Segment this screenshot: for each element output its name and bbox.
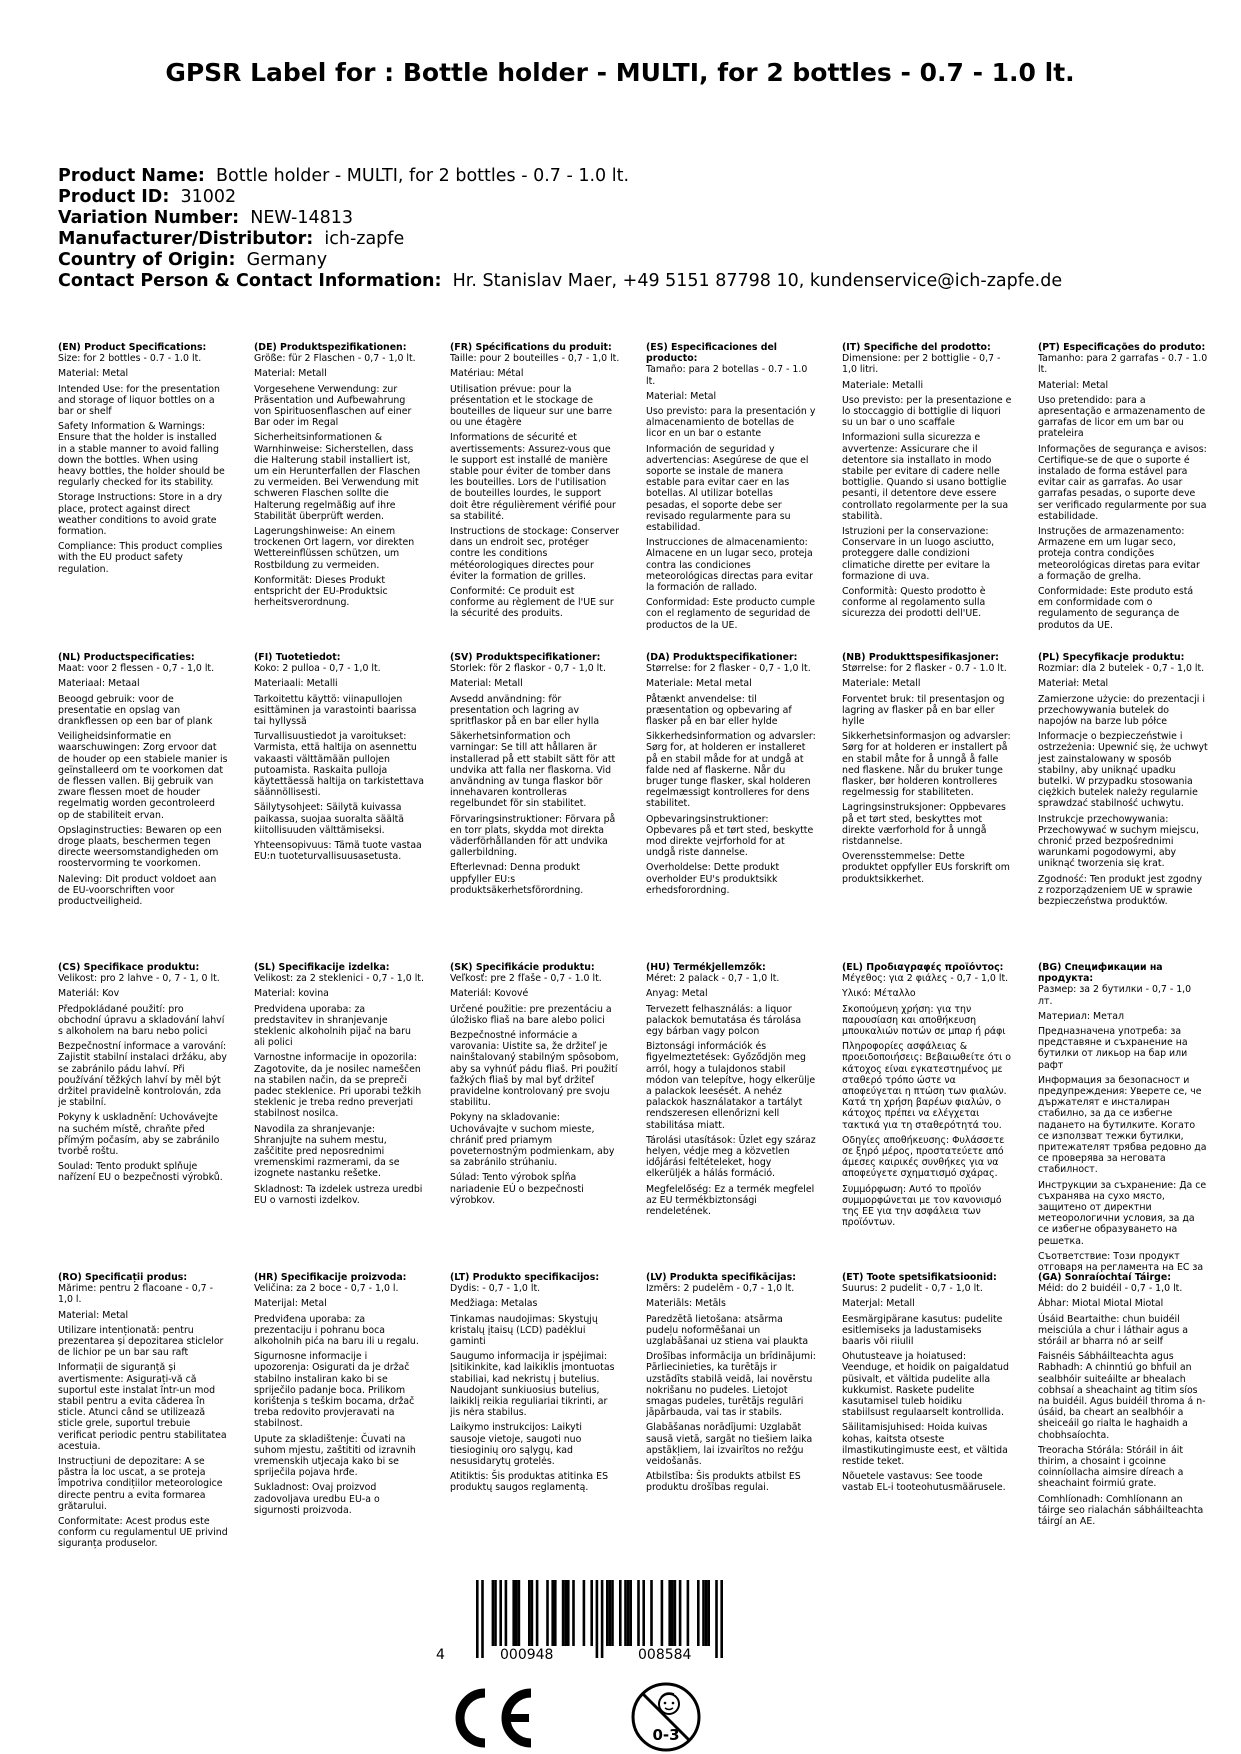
spec-paragraph: Lagerungshinweise: An einem trockenen Ort lagern, vor direkten Wettereinflüssen schützen, um Rostbildung zu vermeiden.: [254, 526, 415, 571]
spec-paragraph: Información de seguridad y advertencias: Asegúrese de que el soporte se instale de manera estable para evitar caer en las botellas. Al utilizar botellas pesadas, el soporte debe ser revisado regularmente para su estabilidad.: [646, 443, 809, 534]
spec-paragraph: Glabāšanas norādījumi: Uzglabāt sausā vietā, sargāt no tiešiem laika apstākļiem, lai izvairītos no režģu veidošanās.: [646, 1422, 813, 1468]
spec-paragraph: Uso previsto: per la presentazione e lo stoccaggio di bottiglie di liquori su un bar o uno scaffale: [842, 394, 1012, 429]
spec-paragraph: Bezpečnostní informace a varování: Zajistit stabilní instalaci držáku, aby se zabránilo pádu lahví. Při používání těžkých lahví by měl být držitel pravidelně kontrolován, zda je stabilní.: [58, 1041, 227, 1109]
barcode-bar: [512, 1580, 515, 1646]
spec-section-heading: (ET) Toote spetsifikatsioonid:: [842, 1272, 997, 1283]
spec-paragraph: Ábhar: Miotal Miotal Miotal: [1038, 1298, 1164, 1310]
spec-section-heading: (EL) Προδιαγραφές προϊόντος:: [842, 962, 1004, 973]
spec-paragraph: Conformité: Ce produit est conforme au règlement de l'UE sur la sécurité des produits.: [450, 586, 614, 620]
spec-paragraph: Varnostne informacije in opozorila: Zagotovite, da je nosilec nameščen na stabilen način, da se prepreči padec steklenice. Pri uporabi težkih steklenic je treba redno preverjati stabilnost nosilca.: [254, 1052, 422, 1120]
spec-paragraph: Sicherheitsinformationen & Warnhinweise: Sicherstellen, dass die Halterung stabil installiert ist, um ein Herunterfallen der Flaschen zu vermeiden. Bei Verwendung mit schweren Flaschen sollte die Halterung regelmäßig auf ihre Stabilität überprüft werden.: [254, 432, 421, 522]
spec-paragraph: Μέγεθος: για 2 φιάλες - 0,7 - 1,0 lt.: [842, 973, 1009, 985]
spec-paragraph: Информация за безопасност и предупреждения: Уверете се, че държателят е инсталиран стабилно, за да се избегне падането на бутилките. Когато се използват тежки бутилки, притежателят трябва редовно да се проверява за неговата стабилност.: [1038, 1074, 1207, 1176]
spec-section: [58, 652, 254, 962]
barcode-bar: [624, 1580, 627, 1646]
spec-paragraph: Veľkosť: pre 2 fľaše - 0,7 - 1.0 lt.: [450, 973, 602, 985]
spec-section: [450, 342, 646, 652]
spec-section: [254, 1272, 450, 1606]
spec-paragraph: Størrelse: for 2 flasker - 0.7 - 1.0 lt.: [842, 663, 1007, 675]
spec-paragraph: Soulad: Tento produkt splňuje nařízení EU o bezpečnosti výrobků.: [58, 1161, 223, 1184]
spec-paragraph: Bezpečnostné informácie a varovania: Uistite sa, že držiteľ je nainštalovaný stabilným spôsobom, aby sa vyhnúť pádu fliaš. Pri použití ťažkých fliaš by mal byť držiteľ pravidelne kontrolovaný pre svoju stabilitu.: [450, 1030, 619, 1109]
spec-paragraph: Size: for 2 bottles - 0.7 - 1.0 lt.: [58, 353, 202, 365]
spec-paragraph: Comhlíonadh: Comhlíonann an táirge seo rialachán sábháilteachta táirgí an AE.: [1038, 1493, 1204, 1528]
spec-section-heading: (GA) Sonraíochtaí Táirge:: [1038, 1272, 1171, 1283]
barcode-bar: [601, 1580, 604, 1658]
barcode-bar: [546, 1580, 549, 1646]
spec-section: [450, 962, 646, 1272]
spec-paragraph: Materiaal: Metaal: [58, 678, 140, 690]
spec-section: [58, 342, 254, 652]
barcode-right-group: 008584: [638, 1647, 692, 1663]
spec-paragraph: Conformitate: Acest produs este conform cu regulamentul UE privind siguranța produselor.: [58, 1516, 228, 1550]
spec-paragraph: Material: Metal: [646, 390, 717, 402]
spec-paragraph: Istruzioni per la conservazione: Conservare in un luogo asciutto, proteggere dalle condizioni climatiche dirette per evitare la formazione di uva.: [842, 526, 995, 582]
barcode-bar: [564, 1580, 567, 1646]
barcode-bar: [668, 1580, 671, 1646]
spec-paragraph: Tervezett felhasználás: a liquor palackok bemutatása és tárolása egy bárban vagy polcon: [646, 1003, 802, 1038]
spec-paragraph: Compliance: This product complies with the EU product safety regulation.: [58, 541, 223, 575]
spec-paragraph: Uso previsto: para la presentación y almacenamiento de botellas de licor en un bar o estante: [646, 406, 816, 440]
barcode-first-digit: 4: [436, 1647, 445, 1663]
spec-paragraph: Treoracha Stórála: Stóráil in áit thirim, a chosaint i gcoinne coinníollacha aimsire díreach a sheachaint foirmiú grate.: [1038, 1444, 1184, 1490]
spec-paragraph: Rozmiar: dla 2 butelek - 0,7 - 1,0 lt.: [1038, 663, 1205, 675]
spec-paragraph: Biztonsági információk és figyelmeztetések: Győződjön meg arról, hogy a tulajdonos stabil módon van telepítve, hogy elkerülje a palackok leesését. A nehéz palackok használatakor a tartályt rendszeresen ellenőrizni kell stabilitása miatt.: [646, 1041, 816, 1131]
spec-paragraph: Konformität: Dieses Produkt entspricht der EU-Produktsic herheitsverordnung.: [254, 574, 388, 609]
spec-paragraph: Sigurnosne informacije i upozorenja: Osigurati da je držač stabilno instaliran kako bi se spriječilo padanje boca. Prilikom korištenja s teškim bocama, držač treba redovito provjeravati na stabilnost.: [254, 1351, 415, 1430]
spec-paragraph: Storage Instructions: Store in a dry place, protect against direct weather conditions to avoid grate formation.: [58, 492, 223, 538]
info-key: Manufacturer/Distributor:: [58, 229, 314, 249]
barcode-bar: [494, 1580, 497, 1646]
spec-section: [254, 342, 450, 652]
spec-paragraph: Tarkoitettu käyttö: viinapullojen esittäminen ja varastointi baarissa tai hyllyssä: [254, 693, 417, 728]
barcode-bar: [562, 1580, 565, 1646]
spec-section: [1038, 1272, 1234, 1606]
spec-section-heading: (IT) Specifiche del prodotto:: [842, 342, 991, 353]
barcode-bar: [702, 1580, 705, 1646]
spec-paragraph: Megfelelőség: Ez a termék megfelel az EU termékbiztonsági rendeletének.: [646, 1183, 815, 1218]
info-key: Variation Number:: [58, 208, 240, 228]
spec-paragraph: Predviđena uporaba: za prezentaciju i pohranu boca alkoholnih pića na baru ili u regalu.: [254, 1313, 419, 1348]
spec-paragraph: Tárolási utasítások: Üzlet egy száraz helyen, védje meg a közvetlen időjárási feltételeket, hogy elkerüljék a hálás formáció.: [646, 1134, 816, 1180]
ce-mark-icon: [455, 1687, 541, 1749]
barcode-bar: [554, 1580, 557, 1646]
spec-section-heading: (SL) Specifikacije izdelka:: [254, 962, 390, 973]
barcode-bar: [572, 1580, 575, 1646]
spec-paragraph: Nõuetele vastavus: See toode vastab EL-i tooteohutusmäärusele.: [842, 1471, 1006, 1494]
spec-paragraph: Uso pretendido: para a apresentação e armazenamento de garrafas de licor em um bar ou prateleira: [1038, 394, 1206, 440]
spec-paragraph: Velikost: za 2 steklenici - 0,7 - 1,0 lt.: [254, 973, 424, 985]
spec-paragraph: Materijal: Metal: [254, 1298, 327, 1310]
spec-paragraph: Conformità: Questo prodotto è conforme al regolamento sulla sicurezza dei prodotti dell'UE.: [842, 586, 986, 620]
barcode-bar: [518, 1580, 521, 1646]
spec-paragraph: Materiale: Metalli: [842, 379, 924, 391]
spec-paragraph: Säkerhetsinformation och varningar: Se till att hållaren är installerad på ett stabilt sätt för att undvika att falla ner flaskorna. Vid användning av tunga flaskor bör innehavaren kontrolleras regelbundet för sin stabilitet.: [450, 731, 616, 810]
barcode-bar: [505, 1580, 508, 1646]
spec-section-heading: (EN) Product Specifications:: [58, 342, 207, 353]
spec-section-heading: (PT) Especificações do produto:: [1038, 342, 1206, 353]
spec-paragraph: Инструкции за съхранение: Да се съхранява на сухо място, защитено от директни метеорологични условия, за да се избегне образуването на решетка.: [1038, 1179, 1207, 1247]
barcode-bar: [528, 1580, 531, 1646]
spec-paragraph: Størrelse: for 2 flasker - 0,7 - 1,0 lt.: [646, 663, 811, 675]
spec-paragraph: Turvallisuustiedot ja varoitukset: Varmista, että haltija on asennettu vakaasti välttämään pullojen putoamista. Raskaita pulloja käytettäessä haltija on tarkistettava säännöllisesti.: [254, 731, 424, 799]
spec-section: [58, 962, 254, 1272]
info-value: Hr. Stanislav Maer, +49 5151 87798 10, kundenservice@ich-zapfe.de: [452, 271, 1063, 291]
spec-paragraph: Maat: voor 2 flessen - 0,7 - 1,0 lt.: [58, 663, 215, 675]
barcode-bar: [642, 1580, 645, 1646]
spec-section: [646, 342, 842, 652]
spec-paragraph: Förvaringsinstruktioner: Förvara på en torr plats, skydda mot direkta väderförhållanden för att undvika gallerbildning.: [450, 813, 616, 859]
spec-section-heading: (DE) Produktspezifikationen:: [254, 342, 407, 353]
spec-paragraph: Veličina: za 2 boce - 0,7 - 1,0 l.: [254, 1283, 399, 1295]
info-value: ich-zapfe: [324, 229, 405, 249]
barcode-bar: [590, 1580, 593, 1646]
spec-paragraph: Opbevaringsinstruktioner: Opbevares på et tørt sted, beskytte mod direkte vejrforhold for at undgå riste dannelse.: [646, 813, 814, 859]
spec-section: [1038, 342, 1234, 652]
barcode-bar: [481, 1580, 484, 1658]
spec-section-heading: (SV) Produktspecifikationer:: [450, 652, 601, 663]
spec-paragraph: Safety Information & Warnings: Ensure that the holder is installed in a stable manner to avoid falling down the bottles. When using heavy bottles, the holder should be regularly checked for its stability.: [58, 421, 225, 489]
spec-section: [1038, 962, 1234, 1272]
spec-paragraph: Drošības informācija un brīdinājumi: Pārliecinieties, ka turētājs ir uzstādīts stabilā veidā, lai novērstu nokrišanu no pudeles. Lietojot smagas pudeles, turētājs regulāri jāpārbauda, vai tas ir stabils.: [646, 1351, 816, 1419]
spec-section-heading: (PL) Specyfikacje produktu:: [1038, 652, 1185, 663]
info-contact: [58, 271, 1198, 292]
spec-paragraph: Предназначена употреба: за представяне и съхранение на бутилки от ликьор на бар или рафт: [1038, 1026, 1188, 1071]
spec-paragraph: Instructions de stockage: Conserver dans un endroit sec, protéger contre les conditions météorologiques directes pour éviter la formation de grilles.: [450, 526, 619, 582]
spec-paragraph: Размер: за 2 бутилки - 0,7 - 1,0 лт.: [1038, 984, 1192, 1007]
spec-section: [646, 962, 842, 1272]
barcode-bar: [705, 1580, 708, 1646]
info-value: Bottle holder - MULTI, for 2 bottles - 0.7 - 1.0 lt.: [216, 166, 630, 186]
spec-paragraph: Suurus: 2 pudelit - 0,7 - 1,0 lt.: [842, 1283, 983, 1295]
ean-barcode: [440, 1580, 760, 1680]
spec-paragraph: Efterlevnad: Denna produkt uppfyller EU:s produktsäkerhetsförordning.: [450, 862, 584, 896]
spec-paragraph: Předpokládané použití: pro obchodní úpravu a skladování lahví s alkoholem na baru nebo polici: [58, 1003, 225, 1038]
spec-section-heading: (FI) Tuotetiedot:: [254, 652, 341, 663]
barcode-bar: [515, 1580, 518, 1646]
spec-paragraph: Eesmärgipärane kasutus: pudelite esitlemiseks ja ladustamiseks baaris või riiulil: [842, 1313, 1003, 1348]
spec-paragraph: Materiál: Kovové: [450, 988, 529, 1000]
barcode-bar: [715, 1580, 718, 1658]
spec-paragraph: Anyag: Metal: [646, 988, 708, 1000]
spec-section: [254, 652, 450, 962]
barcode-bar: [596, 1580, 599, 1658]
spec-paragraph: Beoogd gebruik: voor de presentatie en opslag van drankflessen op een bar of plank: [58, 693, 213, 728]
spec-paragraph: Materiale: Metal metal: [646, 678, 752, 690]
spec-paragraph: Instrukcje przechowywania: Przechowywać w suchym miejscu, chronić przed bezpośrednimi warunkami pogodowymi, aby uniknąć tworzenia się krat.: [1038, 813, 1199, 870]
spec-paragraph: Conformidad: Este producto cumple con el reglamento de seguridad de productos de la UE.: [646, 597, 816, 631]
spec-section-heading: (DA) Produktspecifikationer:: [646, 652, 798, 663]
spec-section-heading: (HU) Termékjellemzők:: [646, 962, 766, 973]
spec-paragraph: Οδηγίες αποθήκευσης: Φυλάσσετε σε ξηρό μέρος, προστατεύετε από άμεσες καιρικές συνθήκες για να αποφεύγετε σχηματισμό σχάρας.: [842, 1134, 1005, 1180]
barcode-bar: [492, 1580, 495, 1646]
barcode-bar: [637, 1580, 640, 1646]
spec-section-heading: (ES) Especificaciones del producto:: [646, 342, 778, 365]
barcode-bar: [476, 1580, 479, 1658]
spec-section-heading: (LV) Produkta specifikācijas:: [646, 1272, 796, 1283]
spec-section: [450, 652, 646, 962]
info-manufacturer: [58, 229, 1198, 250]
spec-section: [646, 652, 842, 962]
spec-paragraph: Πληροφορίες ασφάλειας & προειδοποιήσεις: Βεβαιωθείτε ότι ο κάτοχος είναι εγκατεστημένος με σταθερό τρόπο ώστε να αποφεύγεται η πτώση των φιαλών. Κατά τη χρήση βαρέων φιαλών, ο κάτοχος πρέπει να ελέγχεται τακτικά για τη σταθερότητά του.: [842, 1041, 1011, 1131]
spec-section: [842, 1272, 1038, 1606]
age-warning-label: 0-3: [652, 1726, 680, 1744]
spec-paragraph: Utilisation prévue: pour la présentation et le stockage de bouteilles de liqueur sur une barre ou une étagère: [450, 383, 612, 429]
spec-paragraph: Informations de sécurité et avertissements: Assurez-vous que le support est installé de manière stable pour éviter de tomber dans les bouteilles. Lors de l'utilisation de bouteilles lourdes, le support doit être régulièrement vérifié pour sa stabilité.: [450, 432, 616, 522]
spec-paragraph: Tamanho: para 2 garrafas - 0.7 - 1.0 lt.: [1038, 353, 1208, 376]
spec-paragraph: Säilitamisjuhised: Hoida kuivas kohas, kaitsta otseste ilmastikutingimuste eest, et vältida restide teket.: [842, 1422, 1008, 1468]
barcode-bar: [707, 1580, 710, 1646]
spec-paragraph: Pokyny k uskladnění: Uchovávejte na suchém místě, chraňte před přímým počasím, aby se zabránilo tvorbě roštu.: [58, 1112, 220, 1158]
spec-paragraph: Overensstemmelse: Dette produktet oppfyller EUs forskrift om produktsikkerhet.: [842, 851, 1010, 885]
spec-paragraph: Vorgesehene Verwendung: zur Präsentation und Aufbewahrung von Spirituosenflaschen auf einer Bar oder im Regal: [254, 383, 412, 429]
spec-paragraph: Méret: 2 palack - 0,7 - 1,0 lt.: [646, 973, 780, 985]
spec-paragraph: Faisnéis Sábháilteachta agus Rabhadh: A chinntiú go bhfuil an sealbhóir suiteáilte ar bhealach cobhsaí a sheachaint ag titim síos na buidéil. Agus buidéil throma á n-úsáid, ba cheart an sealbhóir a sheiceáil go rialta le haghaidh a chobhsaíochta.: [1038, 1351, 1206, 1441]
spec-paragraph: Storlek: för 2 flaskor - 0,7 - 1,0 lt.: [450, 663, 606, 675]
spec-paragraph: Informații de siguranță și avertismente: Asigurați-vă că suportul este instalat într-un mod stabil pentru a evita căderea în sticle. Atunci când se utilizează sticle grele, suportul trebuie verificat periodic pentru stabilitatea acestuia.: [58, 1362, 227, 1452]
spec-paragraph: Материал: Метал: [1038, 1010, 1125, 1022]
barcode-bar: [536, 1580, 539, 1646]
spec-paragraph: Utilizare intenționată: pentru prezentarea și depozitarea sticlelor de lichior pe un bar sau raft: [58, 1324, 224, 1359]
spec-paragraph: Sikkerhetsinformasjon og advarsler: Sørg for at holderen er installert på en stabil måte for å unngå å falle ned flaskene. Når du bruker tunge flasker, bør holderen kontrolleres regelmessig for stabiliteten.: [842, 731, 1011, 799]
spec-paragraph: Predvidena uporaba: za predstavitev in shranjevanje steklenic alkoholnih pijač na baru ali polici: [254, 1003, 411, 1049]
info-product-id: [58, 187, 1198, 208]
barcode-left-group: 000948: [500, 1647, 554, 1663]
spec-paragraph: Conformidade: Este produto está em conformidade com o regulamento de segurança de produtos da UE.: [1038, 586, 1194, 631]
barcode-bar: [611, 1580, 614, 1646]
spec-paragraph: Sukladnost: Ovaj proizvod zadovoljava uredbu EU-a o sigurnosti proizvoda.: [254, 1482, 380, 1516]
language-spec-grid: [58, 342, 1234, 1606]
barcode-bar: [499, 1580, 502, 1646]
page-title: GPSR Label for : Bottle holder - MULTI, for 2 bottles - 0.7 - 1.0 lt.: [165, 58, 1075, 87]
info-key: Country of Origin:: [58, 250, 236, 270]
spec-paragraph: Υλικό: Μέταλλο: [842, 988, 916, 1000]
spec-paragraph: Informazioni sulla sicurezza e avvertenze: Assicurare che il detentore sia installato in modo stabile per evitare di cadere nelle bottiglie. Quando si usano bottiglie pesanti, il detentore deve essere controllato regolarmente per la sua stabilità.: [842, 432, 1009, 522]
info-country-of-origin: [58, 250, 1198, 271]
spec-paragraph: Σκοπούμενη χρήση: για την παρουσίαση και αποθήκευση μπουκαλιών ποτών σε μπαρ ή ράφι: [842, 1003, 1006, 1038]
spec-paragraph: Navodila za shranjevanje: Shranjujte na suhem mestu, zaščitite pred neposrednimi vremenskimi razmerami, da se izognete nastanku rešetke.: [254, 1123, 400, 1180]
spec-paragraph: Größe: für 2 Flaschen - 0,7 - 1,0 lt.: [254, 353, 416, 365]
spec-paragraph: Συμμόρφωση: Αυτό το προϊόν συμμορφώνεται με τον κανονισμό της ΕΕ για την ασφάλεια των προϊόντων.: [842, 1183, 1002, 1229]
spec-paragraph: Veiligheidsinformatie en waarschuwingen: Zorg ervoor dat de houder op een stabiele manier is geïnstalleerd om te voorkomen dat de flessen vallen. Bij gebruik van zware flessen moet de houder regelmatig worden gecontroleerd op de stabiliteit ervan.: [58, 731, 228, 821]
spec-paragraph: Sikkerhedsinformation og advarsler: Sørg for, at holderen er installeret på en stabil måde for at undgå at falde ned af flaskerne. Når du bruger tunge flasker, skal holderen regelmæssigt kontrolleres for dens stabilitet.: [646, 731, 816, 810]
info-key: Product ID:: [58, 187, 170, 207]
spec-section: [646, 1272, 842, 1606]
spec-paragraph: Taille: pour 2 bouteilles - 0,7 - 1,0 lt.: [450, 353, 620, 365]
spec-paragraph: Material: Metal: [58, 368, 129, 380]
spec-paragraph: Påtænkt anvendelse: til præsentation og opbevaring af flasker på en bar eller hylde: [646, 693, 792, 728]
info-value: NEW-14813: [250, 208, 354, 228]
spec-paragraph: Material: kovina: [254, 988, 329, 1000]
barcode-bar: [583, 1580, 586, 1646]
spec-paragraph: Instrucciones de almacenamiento: Almacene en un lugar seco, proteja contra las condiciones meteorológicas directas para evitar la formación de rallado.: [646, 537, 814, 594]
barcode-bar: [650, 1580, 653, 1646]
spec-paragraph: Dimensione: per 2 bottiglie - 0,7 - 1,0 litri.: [842, 353, 1001, 376]
spec-paragraph: Materiaali: Metalli: [254, 678, 338, 690]
spec-paragraph: Izmērs: 2 pudelēm - 0,7 - 1,0 lt.: [646, 1283, 795, 1295]
spec-paragraph: Tinkamas naudojimas: Skystųjų kristalų įtaisų (LCD) padėklui gaminti: [450, 1313, 598, 1348]
info-key: Product Name:: [58, 166, 205, 186]
spec-paragraph: Material: Metall: [450, 678, 523, 690]
spec-section: [254, 962, 450, 1272]
spec-section-heading: (SK) Špecifikácie produktu:: [450, 962, 595, 973]
barcode-bar: [531, 1580, 534, 1646]
spec-paragraph: Úsáid Beartaithe: chun buidéil meisciúla a chur i láthair agus a stóráil ar bharra nó ar seilf: [1038, 1313, 1188, 1348]
spec-section-heading: (BG) Спецификации на продукта:: [1038, 962, 1163, 985]
barcode-bar: [606, 1580, 609, 1646]
info-variation-number: [58, 208, 1198, 229]
spec-paragraph: Съответствие: Този продукт отговаря на регламента на ЕС за: [1038, 1250, 1204, 1272]
spec-paragraph: Materiale: Metall: [842, 678, 921, 690]
spec-paragraph: Materiál: Kov: [58, 988, 120, 1000]
spec-paragraph: Informações de segurança e avisos: Certifique-se de que o suporte é instalado de forma estável para evitar cair as garrafas. Ao usar garrafas pesadas, o suporte deve ser verificado regularmente por sua estabilidade.: [1038, 443, 1207, 522]
barcode-bar: [627, 1580, 630, 1646]
spec-paragraph: Opslaginstructies: Bewaren op een droge plaats, beschermen tegen directe weersomstandigheden om roostervorming te voorkomen.: [58, 824, 222, 870]
spec-section-heading: (NL) Productspecificaties:: [58, 652, 195, 663]
spec-section-heading: (RO) Specificații produs:: [58, 1272, 188, 1283]
spec-paragraph: Paredzētā lietošana: atsārma pudeļu noformēšanai un uzglabāšanai uz stienа vai plaukta: [646, 1313, 809, 1348]
spec-paragraph: Material: Metal: [1038, 379, 1109, 391]
barcode-bar: [671, 1580, 674, 1646]
barcode-bar: [674, 1580, 677, 1646]
info-value: 31002: [180, 187, 237, 207]
spec-paragraph: Súlad: Tento výrobok spĺňa nariadenie EÚ o bezpečnosti výrobkov.: [450, 1172, 584, 1206]
spec-paragraph: Méid: do 2 buidéil - 0,7 - 1,0 lt.: [1038, 1283, 1183, 1295]
spec-section-heading: (HR) Specifikacije proizvoda:: [254, 1272, 407, 1283]
spec-section: [842, 962, 1038, 1272]
spec-paragraph: Naleving: Dit product voldoet aan de EU-voorschriften voor productveiligheid.: [58, 873, 217, 908]
spec-paragraph: Overholdelse: Dette produkt overholder EU's produktsikk erhedsforordning.: [646, 862, 780, 896]
barcode-bar: [661, 1580, 664, 1646]
spec-paragraph: Materiał: Metal: [1038, 678, 1109, 690]
spec-section: [58, 1272, 254, 1606]
spec-section: [1038, 652, 1234, 962]
spec-paragraph: Medžiaga: Metalas: [450, 1298, 538, 1310]
barcode-bar: [687, 1580, 690, 1646]
barcode-bar: [619, 1580, 622, 1646]
barcode-bar: [720, 1580, 723, 1658]
spec-paragraph: Velikost: pro 2 lahve - 0, 7 - 1, 0 lt.: [58, 973, 220, 985]
info-product-name: [58, 166, 1198, 187]
barcode-bar: [629, 1580, 632, 1646]
spec-paragraph: Zamierzone użycie: do prezentacji i przechowywania butelek do napojów na barze lub półce: [1038, 693, 1205, 728]
spec-section-heading: (NB) Produkttspesifikasjoner:: [842, 652, 999, 663]
spec-paragraph: Materiāls: Metāls: [646, 1298, 726, 1310]
info-key: Contact Person & Contact Information:: [58, 271, 442, 291]
spec-paragraph: Matériau: Métal: [450, 368, 524, 380]
spec-paragraph: Koko: 2 pulloa - 0,7 - 1,0 lt.: [254, 663, 381, 675]
barcode-bar: [679, 1580, 682, 1646]
spec-section: [842, 652, 1038, 962]
spec-paragraph: Material: Metall: [254, 368, 327, 380]
spec-paragraph: Yhteensopivuus: Tämä tuote vastaa EU:n tuoteturvallisuusasetusta.: [254, 840, 422, 863]
spec-paragraph: Atbilstība: Šis produkts atbilst ES produktu drošības regulai.: [646, 1471, 801, 1494]
spec-paragraph: Avsedd användning: för presentation och lagring av spritflaskor på en bar eller hylla: [450, 693, 600, 728]
spec-paragraph: Instrucțiuni de depozitare: A se păstra la loc uscat, a se proteja împotriva condițiilor meteorologice directe pentru a evita formarea grătarului.: [58, 1456, 223, 1512]
spec-section-heading: (FR) Spécifications du produit:: [450, 342, 612, 353]
barcode-bar: [551, 1580, 554, 1646]
spec-paragraph: Saugumo informacija ir įspėjimai: Įsitikinkite, kad laikiklis įmontuotas stabiliai, kad nekristų į butelius. Naudojant sunkiuosius butelius, laikiklį reikia reguliariai tikrinti, ar jis nėra stabilus.: [450, 1351, 615, 1419]
age-warning-icon: [628, 1680, 704, 1754]
barcode-bar: [567, 1580, 570, 1646]
info-value: Germany: [246, 250, 328, 270]
spec-paragraph: Instruções de armazenamento: Armazene em um lugar seco, proteja contra condições meteorológicas diretas para evitar a formação de grelha.: [1038, 526, 1200, 582]
spec-section: [450, 1272, 646, 1606]
spec-paragraph: Mărime: pentru 2 flacoane - 0,7 - 1,0 l.: [58, 1283, 213, 1306]
barcode-bar: [609, 1580, 612, 1646]
spec-paragraph: Dydis: - 0,7 - 1,0 lt.: [450, 1283, 541, 1295]
spec-paragraph: Laikymo instrukcijos: Laikyti sausoje vietoje, saugoti nuo tiesioginių oro sąlygų, kad nesusidarytų grotelės.: [450, 1422, 583, 1468]
barcode-bar: [697, 1580, 700, 1646]
spec-paragraph: Zgodność: Ten produkt jest zgodny z rozporządzeniem UE w sprawie bezpieczeństwa produktów.: [1038, 873, 1203, 908]
spec-paragraph: Intended Use: for the presentation and storage of liquor bottles on a bar or shelf: [58, 383, 220, 418]
spec-paragraph: Materjal: Metall: [842, 1298, 915, 1310]
spec-paragraph: Lagringsinstruksjoner: Oppbevares på et tørt sted, beskyttes mot direkte værforhold for å unngå ristdannelse.: [842, 802, 1006, 848]
spec-paragraph: Forventet bruk: til presentasjon og lagring av flasker på en bar eller hylle: [842, 693, 1005, 728]
spec-section-heading: (LT) Produkto specifikacijos:: [450, 1272, 600, 1283]
product-info-block: [58, 166, 1198, 292]
spec-paragraph: Upute za skladištenje: Čuvati na suhom mjestu, zaštititi od izravnih vremenskih utjecaja kako bi se spriječila pojava hrđe.: [254, 1433, 416, 1479]
spec-section-heading: (CS) Specifikace produktu:: [58, 962, 200, 973]
spec-paragraph: Pokyny na skladovanie: Uchovávajte v suchom mieste, chrániť pred priamym poveternostným podmienkam, aby sa zabránilo strúhaniu.: [450, 1112, 615, 1169]
spec-paragraph: Atitiktis: Šis produktas atitinka ES produktų saugos reglamentą.: [450, 1471, 609, 1494]
spec-paragraph: Skladnost: Ta izdelek ustreza uredbi EU o varnosti izdelkov.: [254, 1183, 423, 1206]
spec-section: [842, 342, 1038, 652]
spec-paragraph: Informacje o bezpieczeństwie i ostrzeżenia: Upewnić się, że uchwyt jest zainstalowany w sposób stabilny, aby uniknąć upadku butelki. W przypadku stosowania ciężkich butelek należy regularnie sprawdzać stabilność uchwytu.: [1038, 731, 1208, 810]
spec-paragraph: Určené použitie: pre prezentáciu a úložisko fliaš na bare alebo polici: [450, 1003, 612, 1026]
spec-paragraph: Ohutusteave ja hoiatused: Veenduge, et hoidik on paigaldatud püsivalt, et vältida pudelite alla kukkumist. Raskete pudelite kasutamisel tuleb hoidiku stabiilsust regulaarselt kontrollida.: [842, 1351, 1009, 1419]
spec-paragraph: Material: Metal: [58, 1309, 129, 1321]
spec-paragraph: Säilytysohjeet: Säilytä kuivassa paikassa, suojaa suoralta säältä kiitollisuuden välttämiseksi.: [254, 802, 404, 836]
spec-paragraph: Tamaño: para 2 botellas - 0.7 - 1.0 lt.: [646, 364, 808, 387]
